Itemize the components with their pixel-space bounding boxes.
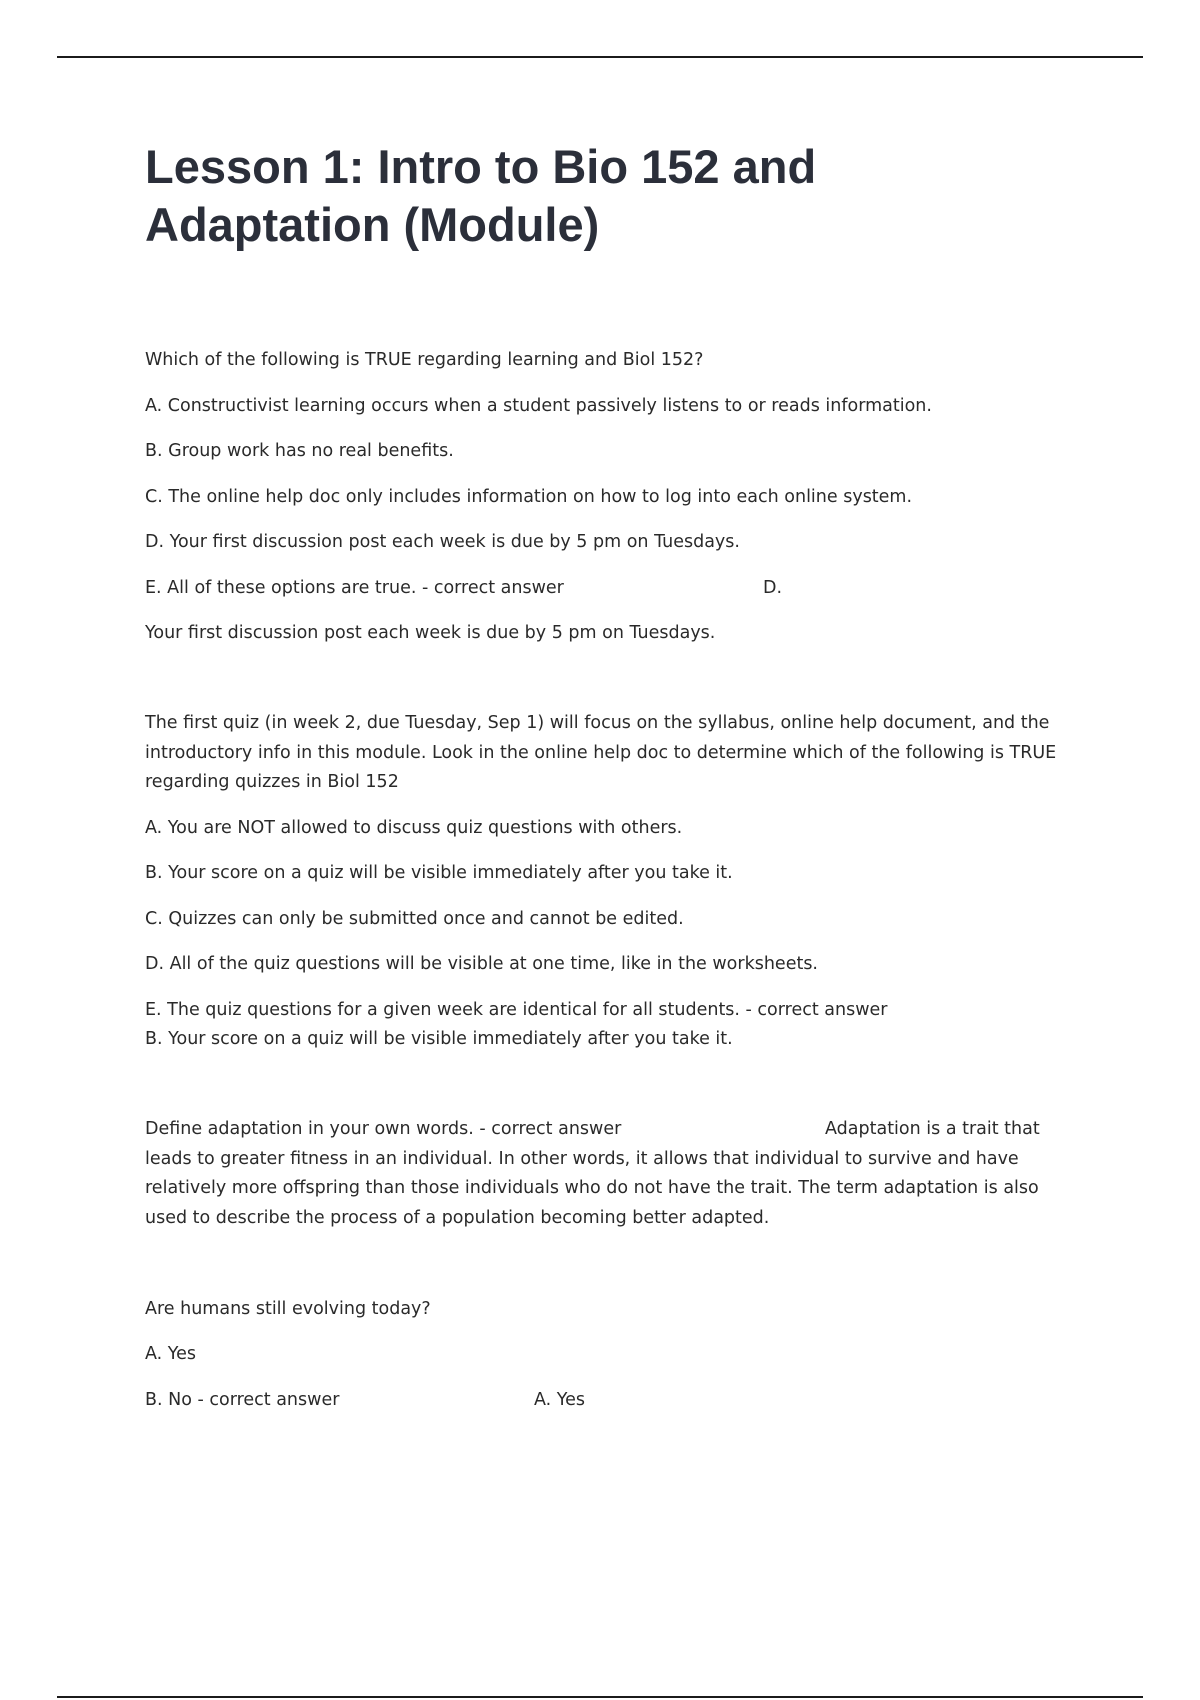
q2-question-line-1: The first quiz (in week 2, due Tuesday, Sep 1) will focus on the syllabus, online help document, and the [145, 713, 1050, 733]
bottom-rule [57, 1696, 1143, 1698]
q4-question: Are humans still evolving today? [145, 1299, 431, 1319]
q1-option-e: E. All of these options are true. - correct answer [145, 578, 564, 598]
q3-answer-line-1: leads to greater fitness in an individual. In other words, it allows that individual to survive and have [145, 1149, 1019, 1169]
q2-option-d: D. All of the quiz questions will be visible at one time, like in the worksheets. [145, 954, 818, 974]
q3-answer-line-3: used to describe the process of a population becoming better adapted. [145, 1208, 770, 1228]
q1-answer-letter: D. [763, 578, 783, 598]
q4-option-b: B. No - correct answer [145, 1390, 340, 1410]
q1-option-a: A. Constructivist learning occurs when a student passively listens to or reads information. [145, 396, 932, 416]
q1-option-b: B. Group work has no real benefits. [145, 441, 454, 461]
q2-option-b: B. Your score on a quiz will be visible immediately after you take it. [145, 863, 733, 883]
q2-option-e: E. The quiz questions for a given week are identical for all students. - correct answer [145, 1000, 888, 1020]
q1-option-d: D. Your first discussion post each week is due by 5 pm on Tuesdays. [145, 532, 740, 552]
q3-answer-start: Adaptation is a trait that [825, 1119, 1040, 1139]
q2-question-line-3: regarding quizzes in Biol 152 [145, 772, 399, 792]
q2-option-a: A. You are NOT allowed to discuss quiz questions with others. [145, 818, 683, 838]
q2-answer: B. Your score on a quiz will be visible immediately after you take it. [145, 1029, 733, 1049]
top-rule [57, 56, 1143, 58]
page-title: Lesson 1: Intro to Bio 152 and Adaptation (Module) [145, 140, 817, 251]
q3-question: Define adaptation in your own words. - correct answer [145, 1119, 622, 1139]
q2-option-c: C. Quizzes can only be submitted once and cannot be edited. [145, 909, 684, 929]
q1-question: Which of the following is TRUE regarding learning and Biol 152? [145, 350, 704, 370]
q4-answer: A. Yes [534, 1390, 586, 1410]
q1-option-c: C. The online help doc only includes information on how to log into each online system. [145, 487, 913, 507]
q2-question-line-2: introductory info in this module. Look in the online help doc to determine which of the following is TRUE [145, 743, 1057, 763]
q1-answer-text: Your first discussion post each week is due by 5 pm on Tuesdays. [145, 623, 716, 643]
q3-answer-line-2: relatively more offspring than those individuals who do not have the trait. The term adaptation is also [145, 1178, 1039, 1198]
q4-option-a: A. Yes [145, 1344, 197, 1364]
